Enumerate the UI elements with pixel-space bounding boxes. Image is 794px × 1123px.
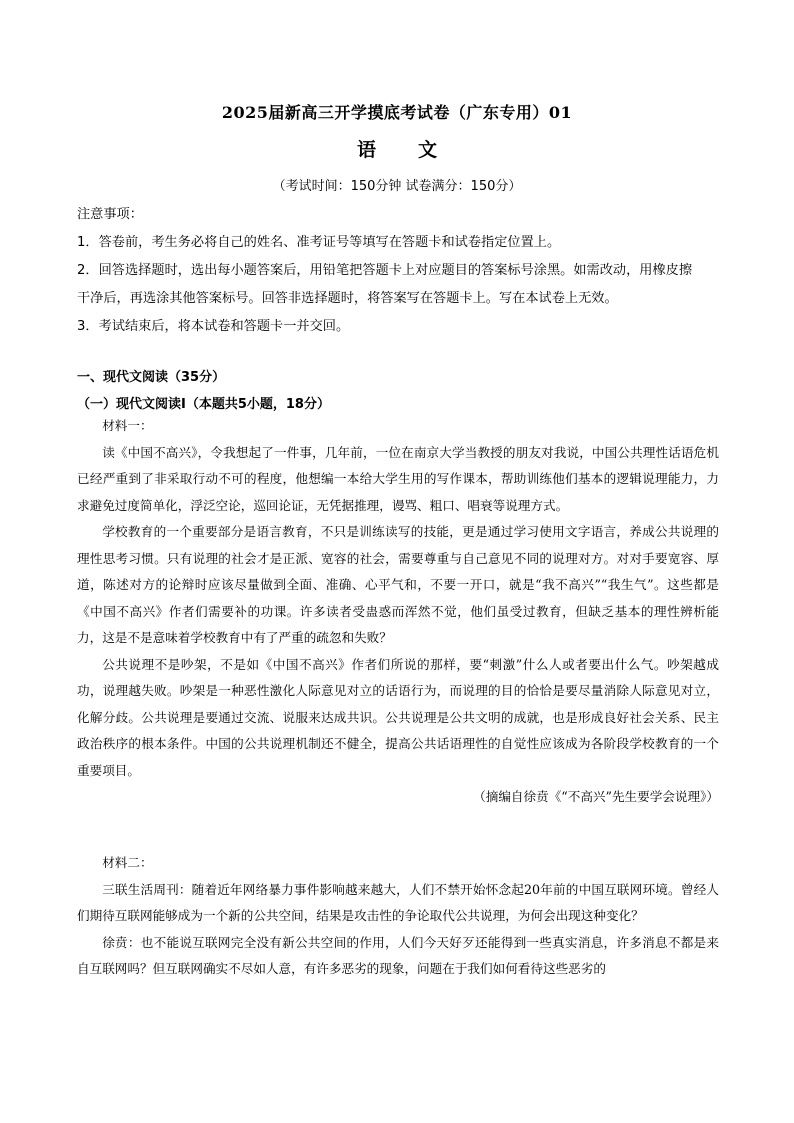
subsection-heading: （一）现代文阅读Ⅰ（本题共5小题，18分）	[77, 397, 330, 412]
material-two	[77, 850, 719, 983]
section-heading: 一、现代文阅读（35分）	[77, 370, 226, 385]
material-one	[77, 413, 719, 811]
material-label: 材料一：	[102, 418, 153, 433]
notes-item: 3．考试结束后，将本试卷和答题卡一并交回。	[77, 319, 350, 334]
notes-item: 干净后，再选涂其他答案标号。回答非选择题时，将答案写在答题卡上。写在本试卷上无效。	[77, 291, 618, 306]
subject-title: 语文	[356, 139, 479, 161]
paragraph: 徐贲：也不能说互联网完全没有新公共空间的作用，人们今天好歹还能得到一些真实消息，许多消息不都是来自互联网吗？但互联网确实不尽如人意，有许多恶劣的现象，问题在于我们如何看待这些恶劣的	[77, 934, 719, 976]
exam-title: 2025届新高三开学摸底考试卷（广东专用）01	[221, 103, 573, 122]
material-label: 材料二：	[102, 855, 153, 870]
paragraph: 读《中国不高兴》，令我想起了一件事，几年前，一位在南京大学当教授的朋友对我说，中国公共理性话语危机已经严重到了非采取行动不可的程度，他想编一本给大学生用的写作课本，帮助训练他们基本的逻辑说理能力，力求避免过度简单化，浮泛空论，巡回论证，无凭据推理，谩骂、粗口、唱衰等说理方式。	[77, 444, 719, 513]
notes-item: 1．答卷前，考生务必将自己的姓名、准考证号等填写在答题卡和试卷指定位置上。	[77, 235, 561, 250]
paragraph: 三联生活周刊：随着近年网络暴力事件影响越来越大，人们不禁开始怀念起20年前的中国互联网环境。曾经人们期待互联网能够成为一个新的公共空间，结果是攻击性的争论取代公共说理，为何会出现这种变化？	[77, 881, 719, 923]
notes-heading: 注意事项：	[77, 207, 143, 222]
exam-info: （考试时间：150分钟 试卷满分：150分）	[272, 179, 522, 194]
notes-block	[77, 201, 722, 341]
notes-item: 2．回答选择题时，选出每小题答案后，用铅笔把答题卡上对应题目的答案标号涂黑。如需改动，用橡皮擦	[77, 263, 693, 278]
paragraph: 公共说理不是吵架，不是如《中国不高兴》作者们所说的那样，要“刺激”什么人或者要出什么气。吵架越成功，说理越失败。吵架是一种恶性激化人际意见对立的话语行为，而说理的目的恰恰是要尽量消除人际意见对立，化解分歧。公共说理是要通过交流、说服来达成共识。公共说理是公共文明的成就，也是形成良好社会关系、民主政治秩序的根本条件。中国的公共说理机制还不健全，提高公共话语理性的自觉性应该成为各阶段学校教育的一个重要项目。	[77, 656, 719, 778]
source-citation: （摘编自徐贲《“不高兴”先生要学会说理》）	[473, 789, 719, 804]
paragraph: 学校教育的一个重要部分是语言教育，不只是训练读写的技能，更是通过学习使用文字语言，养成公共说理的理性思考习惯。只有说理的社会才是正派、宽容的社会，需要尊重与自己意见不同的说理对方。对对手要宽容、厚道，陈述对方的论辩时应该尽量做到全面、准确、心平气和，不要一开口，就是“我不高兴”“我生气”。这些都是《中国不高兴》作者们需要补的功课。许多读者受蛊惑而浑然不觉，他们虽受过教育，但缺乏基本的理性辨析能力，这是不是意味着学校教育中有了严重的疏忽和失败？	[77, 524, 719, 645]
